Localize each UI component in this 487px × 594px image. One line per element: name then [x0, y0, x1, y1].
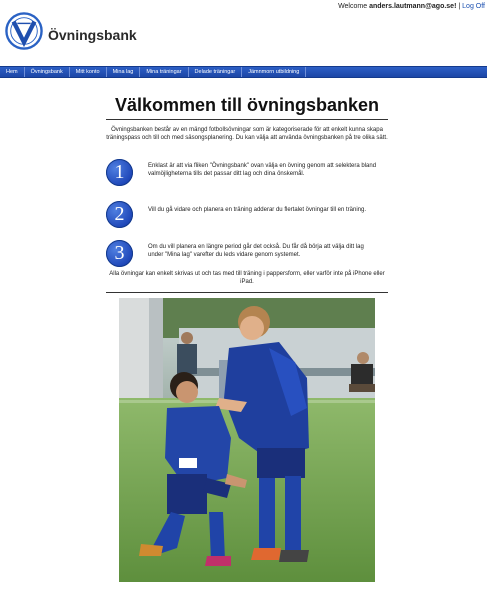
footer-note: Alla övningar kan enkelt skrivas ut och tas med till träning i pappersform, eller varför inte på iPhone eller iPad. [109, 271, 385, 285]
nav-item-ovningsbank[interactable]: Övningsbank [25, 67, 70, 77]
nav-item-hem[interactable]: Hem [0, 67, 25, 77]
nav-item-mitt-konto[interactable]: Mitt konto [70, 67, 107, 77]
hero-photo [119, 298, 375, 582]
step-number-badge: 1 [106, 159, 133, 186]
header [0, 0, 487, 66]
separator: | [458, 3, 461, 10]
welcome-content [106, 93, 388, 285]
nav-item-delade-traningar[interactable]: Delade träningar [189, 67, 243, 77]
nav-item-mina-traningar[interactable]: Mina träningar [140, 67, 188, 77]
logoff-link[interactable]: Log Off [462, 3, 485, 10]
step-text: Enklast är att via fliken "Övningsbank" ovan välja en övning genom att selektera bland valmöjligheterna tills det passar ditt lag och dina önskemål. [148, 163, 377, 177]
page-title: Välkommen till övningsbanken [114, 95, 380, 115]
nav-item-mina-lag[interactable]: Mina lag [107, 67, 141, 77]
divider [106, 292, 388, 293]
brand-title: Övningsbank [48, 27, 137, 43]
step-number-badge: 2 [106, 201, 133, 228]
step-2 [106, 201, 388, 231]
intro-text: Övningsbanken består av en mängd fotbollsövningar som är kategoriserade för att enkelt kunna skapa träningspass och till och med säsongsplanering. Du kan välja att använda övningsbanken på tre olika sätt. [106, 127, 388, 141]
nav-item-utbildning[interactable]: Jämnmorn utbildning [242, 67, 306, 77]
step-text: Vill du gå vidare och planera en träning adderar du flertalet övningar till en träning. [148, 207, 367, 213]
logo [5, 12, 43, 50]
step-3 [106, 240, 388, 270]
football-players-illustration [119, 298, 375, 582]
welcome-label: Welcome [338, 3, 368, 10]
main-nav [0, 66, 487, 78]
step-number-badge: 3 [106, 240, 133, 267]
step-text: Om du vill planera en längre period går det också. Du får då börja att välja ditt lag under "Mina lag" varefter du leds vidare genom systemet. [148, 244, 364, 258]
welcome-bar [338, 3, 485, 10]
step-1 [106, 159, 388, 189]
user-name: anders.lautmann@ago.se! [369, 3, 457, 10]
divider [106, 119, 388, 120]
